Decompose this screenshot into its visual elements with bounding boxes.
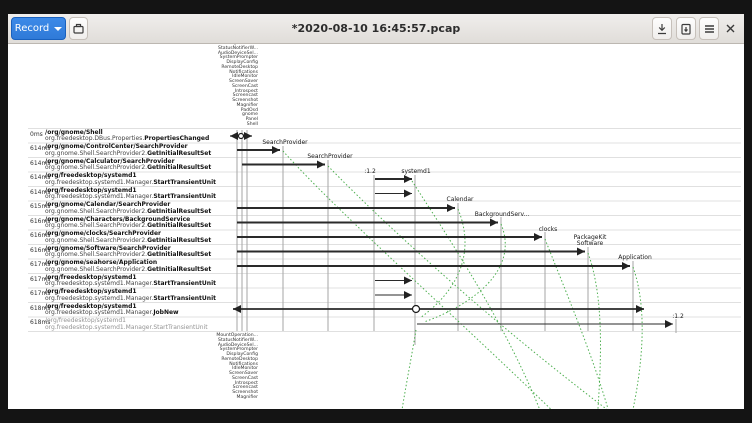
message-object-path: /org/gnome/Shell	[45, 128, 103, 136]
save-as-icon	[680, 23, 692, 35]
record-button[interactable]	[11, 17, 66, 40]
message-row[interactable]	[28, 317, 235, 332]
message-timestamp: 616ms	[30, 217, 51, 225]
service-name-label: PadOsd	[240, 107, 258, 113]
message-row[interactable]	[28, 245, 235, 260]
service-name-stack-bottom	[100, 334, 258, 401]
lifeline-name-label: PackageKit	[573, 234, 607, 241]
message-object-path: /org/gnome/ControlCenter/SearchProvider	[45, 143, 188, 150]
message-interface-member: org.gnome.Shell.SearchProvider2.GetInitialResultSet	[45, 236, 212, 244]
service-name-label: DisplayConfig	[226, 352, 258, 357]
message-object-path: /org/gnome/Characters/BackgroundService	[45, 215, 191, 223]
message-object-path: /org/gnome/seahorse/Application	[45, 259, 158, 266]
titlebar	[8, 14, 744, 44]
message-object-path: /org/gnome/Calculator/SearchProvider	[45, 157, 175, 165]
service-name-label: StatusNotifierW...	[218, 45, 258, 51]
lifeline-name-label: Software	[576, 240, 604, 247]
message-row[interactable]	[28, 274, 235, 289]
close-icon	[726, 24, 735, 33]
message-interface-member: org.freedesktop.DBus.Properties.PropertiesChanged	[45, 135, 210, 143]
message-timestamp: 618ms	[30, 304, 51, 312]
message-timestamp: 614ms	[30, 159, 51, 167]
service-name-label: Screencast	[232, 385, 258, 391]
service-name-label: ScreenSaver	[229, 79, 258, 84]
service-name-label: Panel	[245, 117, 258, 122]
message-timestamp: 614ms	[30, 145, 51, 152]
service-name-label: AudioDeviceSel...	[217, 50, 258, 56]
message-interface-member: org.gnome.Shell.SearchProvider2.GetInitialResultSet	[45, 164, 212, 172]
service-name-label: Notifications	[229, 69, 258, 75]
message-timestamp: 617ms	[30, 275, 51, 283]
message-timestamp: 618ms	[30, 319, 51, 326]
message-timestamp: 616ms	[30, 246, 51, 254]
service-name-label: StatusNotifierW...	[218, 337, 258, 343]
service-name-label: Screenshot	[232, 390, 258, 395]
close-button[interactable]	[721, 19, 739, 37]
save-as-button[interactable]	[676, 17, 696, 40]
message-timestamp: 614ms	[30, 174, 51, 181]
message-timestamp: 0ms	[30, 130, 43, 138]
service-name-label: gnome	[242, 112, 258, 118]
message-interface-member: org.freedesktop.systemd1.Manager.StartTransientUnit	[45, 323, 208, 331]
message-interface-member: org.gnome.Shell.SearchProvider2.GetInitialResultSet	[45, 265, 212, 273]
service-name-label: RemoteDesktop	[221, 64, 258, 70]
message-timestamp: 614ms	[30, 188, 51, 196]
window-frame-right	[744, 0, 752, 423]
message-row[interactable]	[28, 216, 235, 231]
message-object-path: /org/freedesktop/systemd1	[45, 302, 137, 310]
message-row[interactable]	[28, 201, 235, 216]
message-row[interactable]	[28, 158, 235, 173]
message-row[interactable]	[28, 129, 235, 144]
message-interface-member: org.gnome.Shell.SearchProvider2.GetInitialResultSet	[45, 251, 212, 259]
lifeline-name-label: :1.2	[672, 313, 684, 320]
caret-down-icon	[54, 26, 62, 32]
message-object-path: /org/gnome/Calendar/SearchProvider	[45, 201, 171, 208]
service-name-label: MountOperation...	[216, 333, 258, 338]
service-name-label: IdleMonitor	[232, 74, 258, 80]
message-row[interactable]	[28, 143, 235, 158]
service-name-label: IdleMonitor	[232, 366, 258, 372]
hamburger-menu-icon	[704, 24, 715, 34]
lifeline-name-label: Calendar	[446, 196, 474, 203]
lifeline-name-label: :1.2	[364, 168, 376, 175]
service-name-label: AudioDeviceSel...	[217, 342, 258, 348]
service-name-label: Introspect	[234, 88, 258, 94]
service-name-label: Screenshot	[232, 98, 258, 103]
lifeline-name-label: systemd1	[401, 168, 431, 175]
message-row[interactable]	[28, 303, 235, 318]
message-interface-member: org.gnome.Shell.SearchProvider2.GetInitialResultSet	[45, 149, 212, 157]
record-button-label: Record	[14, 23, 50, 34]
message-object-path: /org/freedesktop/systemd1	[45, 288, 137, 295]
message-interface-member: org.freedesktop.systemd1.Manager.StartTransientUnit	[45, 294, 216, 302]
open-document-icon	[72, 22, 85, 35]
message-object-path: /org/gnome/clocks/SearchProvider	[45, 230, 162, 237]
download-icon	[656, 23, 668, 35]
message-timestamp: 617ms	[30, 290, 51, 297]
service-name-label: ScreenCast	[231, 375, 258, 381]
menu-button[interactable]	[699, 17, 719, 40]
service-name-label: RemoteDesktop	[221, 356, 258, 362]
message-interface-member: org.freedesktop.systemd1.Manager.StartTransientUnit	[45, 193, 216, 201]
message-object-path: /org/freedesktop/systemd1	[45, 172, 137, 179]
message-interface-member: org.gnome.Shell.SearchProvider2.GetInitialResultSet	[45, 207, 212, 215]
window-frame-bottom	[0, 409, 752, 423]
service-name-label: Shell	[246, 121, 258, 127]
service-name-label: SystemPrompter	[219, 55, 258, 61]
message-row[interactable]	[28, 187, 235, 202]
window-frame-top	[0, 0, 752, 14]
service-name-label: Notifications	[229, 361, 258, 367]
message-interface-member: org.gnome.Shell.SearchProvider2.GetInitialResultSet	[45, 222, 212, 230]
open-button[interactable]	[69, 17, 88, 40]
message-timestamp: 617ms	[30, 261, 51, 268]
service-name-label: Magnifier	[236, 394, 258, 400]
lifeline-name-label: SearchProvider	[307, 153, 353, 160]
service-name-label: ScreenCast	[231, 83, 258, 89]
message-row[interactable]	[28, 172, 235, 187]
service-name-stack-top	[100, 42, 258, 128]
message-row[interactable]	[28, 259, 235, 274]
message-object-path: /org/freedesktop/systemd1	[45, 273, 137, 281]
message-interface-member: org.freedesktop.systemd1.Manager.StartTransientUnit	[45, 178, 216, 186]
window-frame-left	[0, 0, 8, 423]
lifeline-name-label: Application	[618, 254, 652, 261]
service-name-label: SystemPrompter	[219, 347, 258, 353]
message-interface-member: org.freedesktop.systemd1.Manager.JobNew	[45, 309, 179, 317]
window-title: *2020-08-10 16:45:57.pcap	[291, 22, 461, 35]
lifeline-name-label: clocks	[538, 226, 558, 233]
service-name-label: Magnifier	[236, 102, 258, 108]
export-button[interactable]	[652, 17, 672, 40]
lifeline-name-label: BackgroundServ...	[474, 211, 530, 218]
message-row[interactable]	[28, 288, 235, 303]
message-interface-member: org.freedesktop.systemd1.Manager.StartTransientUnit	[45, 280, 216, 288]
lifeline-name-label: SearchProvider	[262, 139, 308, 146]
message-timestamp: 615ms	[30, 203, 51, 210]
message-object-path: /org/gnome/Software/SearchProvider	[45, 244, 171, 252]
service-name-label: ScreenSaver	[229, 371, 258, 376]
service-name-label: Introspect	[234, 380, 258, 386]
message-timestamp: 616ms	[30, 232, 51, 239]
message-object-path: /org/freedesktop/systemd1	[45, 186, 137, 194]
service-name-label: Screencast	[232, 93, 258, 99]
service-name-label: DisplayConfig	[226, 60, 258, 65]
message-object-path: /org/freedesktop/systemd1	[45, 317, 126, 324]
message-row[interactable]	[28, 230, 235, 245]
